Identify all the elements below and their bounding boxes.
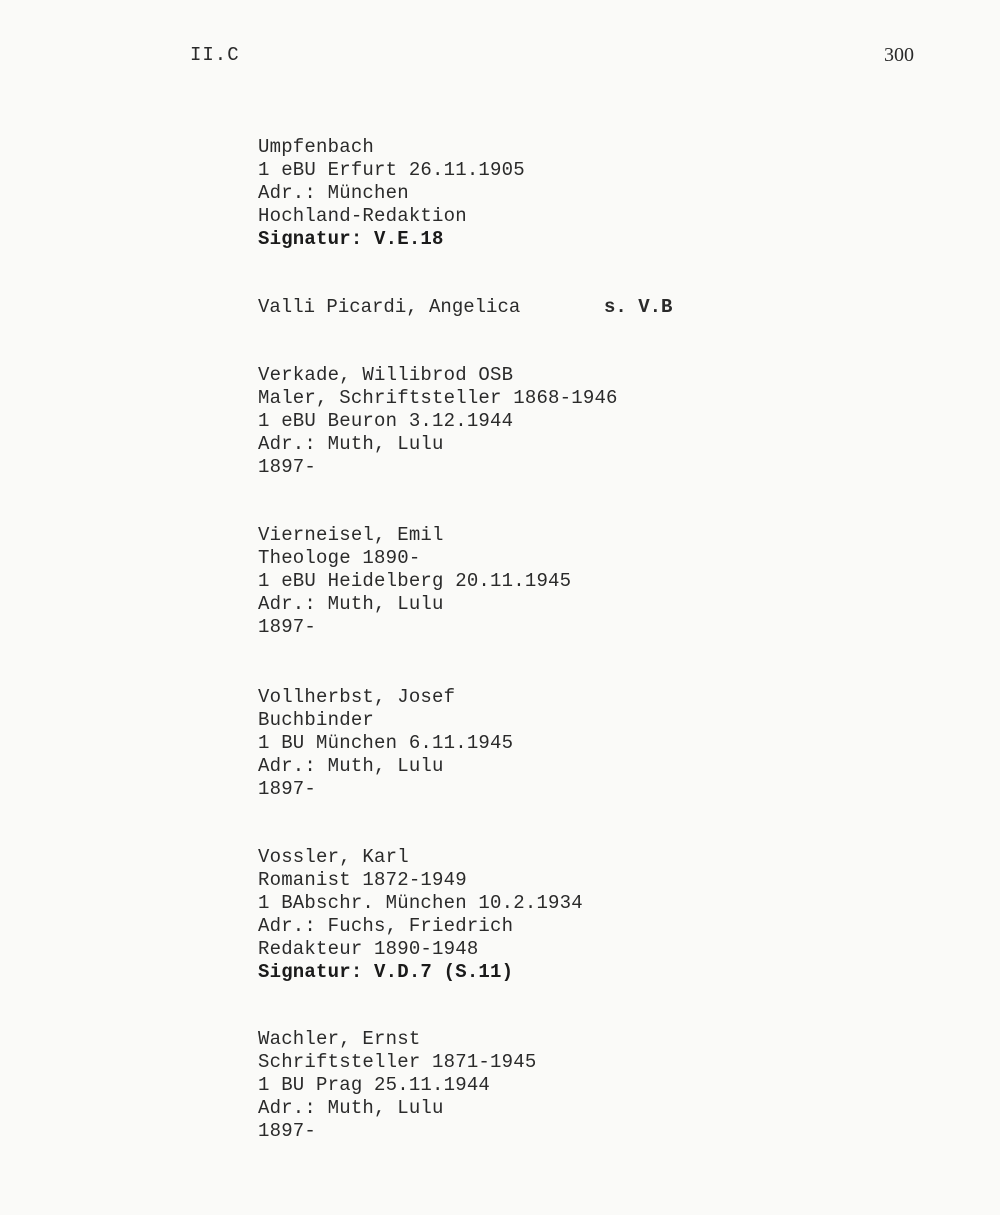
signature-line: Signatur: V.D.7 (S.11) xyxy=(258,961,514,983)
entry-line: Vossler, Karl xyxy=(258,846,409,868)
entry-line: Adr.: München xyxy=(258,182,409,204)
entry-line: 1897- xyxy=(258,778,317,800)
entry-line: 1 BU Prag 25.11.1944 xyxy=(258,1074,491,1096)
entry-line: 1897- xyxy=(258,616,317,638)
entry-vierneisel xyxy=(258,524,878,639)
entry-line: Theologe 1890- xyxy=(258,547,421,569)
entry-line: 1 eBU Heidelberg 20.11.1945 xyxy=(258,570,572,592)
entry-line: Buchbinder xyxy=(258,709,375,731)
entry-line: Redakteur 1890-1948 xyxy=(258,938,479,960)
entry-line: Romanist 1872-1949 xyxy=(258,869,467,891)
page-number: 300 xyxy=(884,44,914,66)
entry-line: Adr.: Muth, Lulu xyxy=(258,755,444,777)
entry-line: Verkade, Willibrod OSB xyxy=(258,364,514,386)
entry-line: 1 eBU Erfurt 26.11.1905 xyxy=(258,159,525,181)
entry-vollherbst xyxy=(258,686,878,801)
section-label: II.C xyxy=(190,44,240,66)
cross-reference-target: s. V.B xyxy=(604,296,673,318)
entry-line: Adr.: Muth, Lulu xyxy=(258,593,444,615)
signature-line: Signatur: V.E.18 xyxy=(258,228,444,250)
entry-line: Adr.: Muth, Lulu xyxy=(258,1097,444,1119)
entry-line: Hochland-Redaktion xyxy=(258,205,467,227)
entry-umpfenbach xyxy=(258,136,878,251)
entry-line: Maler, Schriftsteller 1868-1946 xyxy=(258,387,618,409)
cross-reference-name: Valli Picardi, Angelica xyxy=(258,296,521,318)
entry-line: 1 eBU Beuron 3.12.1944 xyxy=(258,410,514,432)
entry-line: Vollherbst, Josef xyxy=(258,686,456,708)
entry-line: Vierneisel, Emil xyxy=(258,524,444,546)
entry-verkade xyxy=(258,364,878,479)
entry-line: Adr.: Muth, Lulu xyxy=(258,433,444,455)
entry-line: Schriftsteller 1871-1945 xyxy=(258,1051,537,1073)
entry-line: 1897- xyxy=(258,456,317,478)
entry-line: 1 BAbschr. München 10.2.1934 xyxy=(258,892,583,914)
entry-line: 1897- xyxy=(258,1120,317,1142)
entry-line: Adr.: Fuchs, Friedrich xyxy=(258,915,514,937)
entry-vossler xyxy=(258,846,878,984)
entry-line: 1 BU München 6.11.1945 xyxy=(258,732,514,754)
entry-line: Wachler, Ernst xyxy=(258,1028,421,1050)
entry-wachler xyxy=(258,1028,878,1143)
entry-line: Umpfenbach xyxy=(258,136,375,158)
